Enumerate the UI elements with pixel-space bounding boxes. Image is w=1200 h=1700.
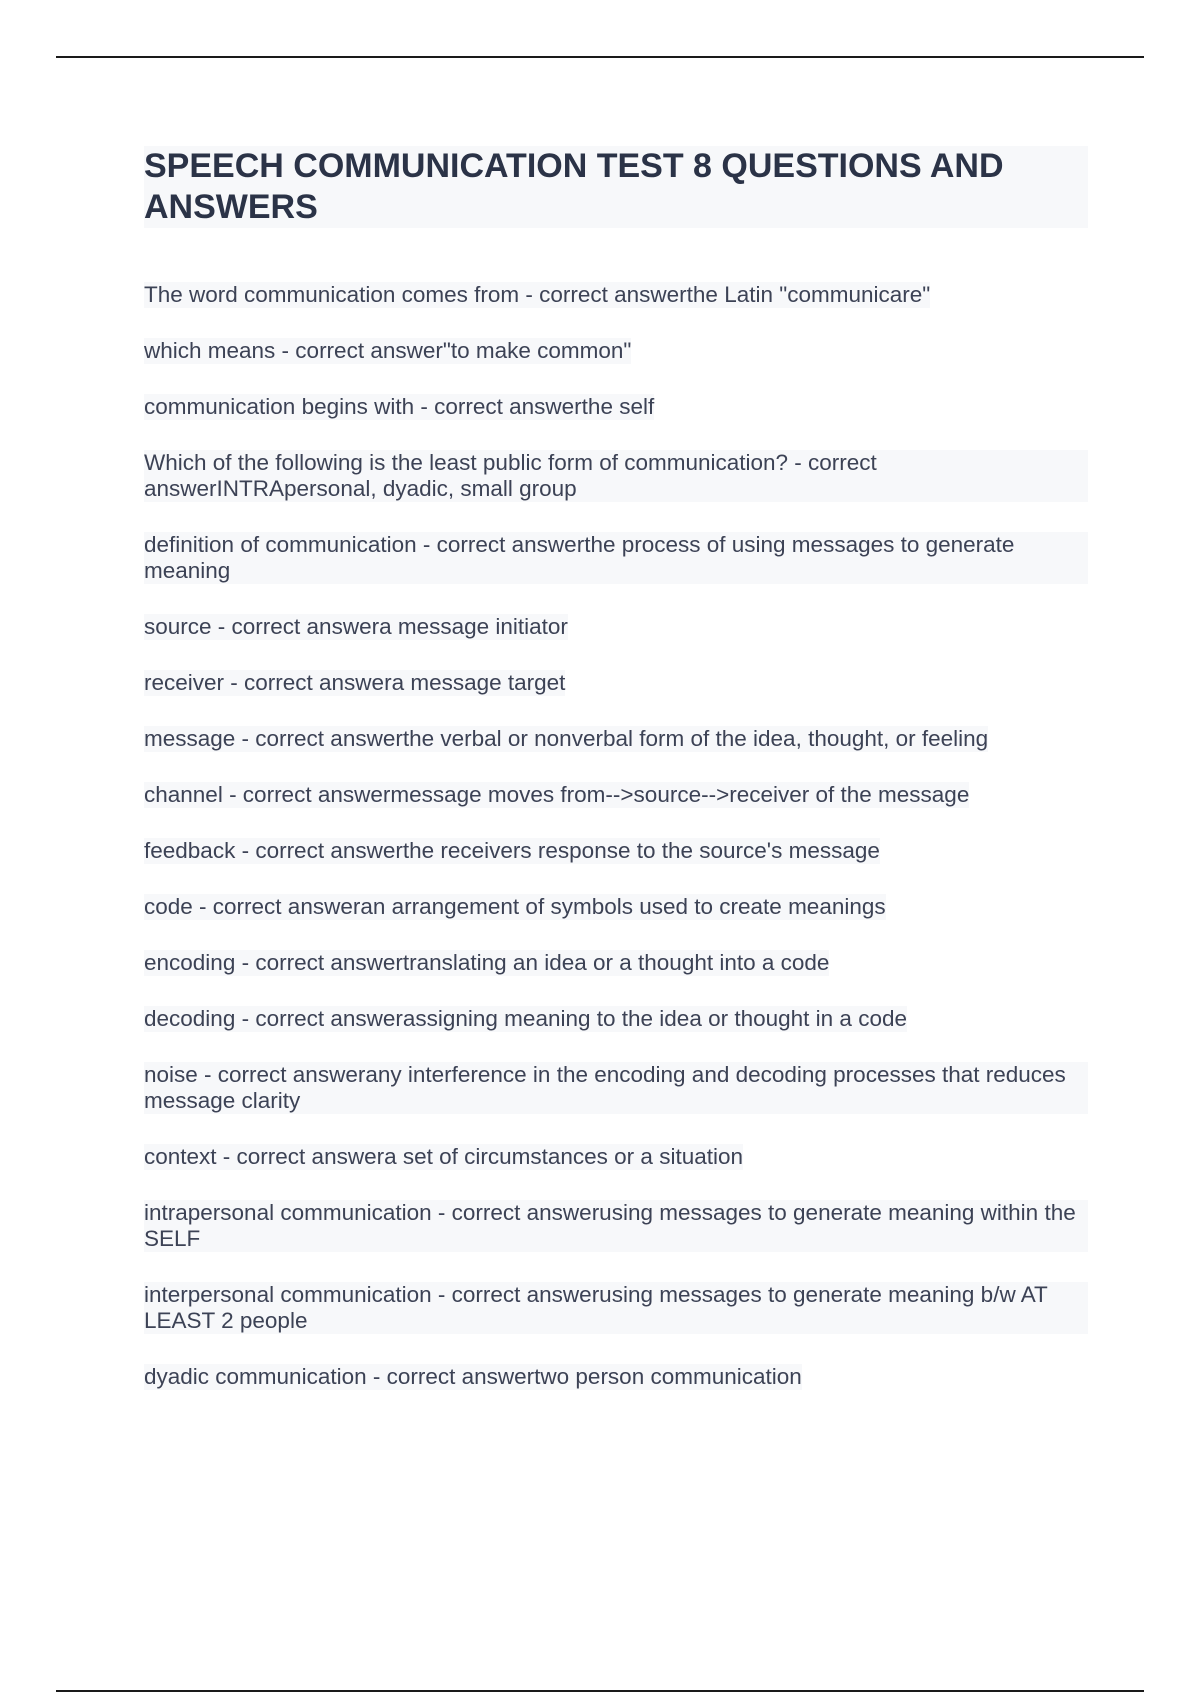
qa-item: code - correct answeran arrangement of symbols used to create meanings	[144, 894, 886, 919]
qa-item: intrapersonal communication - correct answerusing messages to generate meaning within the SELF	[144, 1200, 1088, 1252]
qa-item: definition of communication - correct answerthe process of using messages to generate meaning	[144, 532, 1088, 584]
qa-item: The word communication comes from - correct answerthe Latin "communicare"	[144, 282, 931, 307]
qa-item: message - correct answerthe verbal or nonverbal form of the idea, thought, or feeling	[144, 726, 989, 751]
qa-item: encoding - correct answertranslating an idea or a thought into a code	[144, 950, 830, 975]
qa-item: which means - correct answer"to make common"	[144, 338, 632, 363]
qa-item: communication begins with - correct answerthe self	[144, 394, 655, 419]
qa-item: source - correct answera message initiator	[144, 614, 568, 639]
qa-item: decoding - correct answerassigning meaning to the idea or thought in a code	[144, 1006, 907, 1031]
bottom-divider	[56, 1690, 1144, 1692]
qa-item: noise - correct answerany interference in the encoding and decoding processes that reduces message clarity	[144, 1062, 1088, 1114]
document-title: SPEECH COMMUNICATION TEST 8 QUESTIONS AND ANSWERS	[144, 147, 1004, 226]
qa-item: channel - correct answermessage moves from-->source-->receiver of the message	[144, 782, 970, 807]
qa-list	[144, 282, 1088, 1420]
qa-item: Which of the following is the least public form of communication? - correct answerINTRApersonal, dyadic, small group	[144, 450, 1088, 502]
qa-item: receiver - correct answera message target	[144, 670, 566, 695]
qa-item: context - correct answera set of circumstances or a situation	[144, 1144, 743, 1169]
qa-item: interpersonal communication - correct answerusing messages to generate meaning b/w AT LEAST 2 people	[144, 1282, 1088, 1334]
title-block	[144, 146, 1088, 228]
top-divider	[56, 56, 1144, 58]
qa-item: dyadic communication - correct answertwo person communication	[144, 1364, 802, 1389]
qa-item: feedback - correct answerthe receivers response to the source's message	[144, 838, 880, 863]
